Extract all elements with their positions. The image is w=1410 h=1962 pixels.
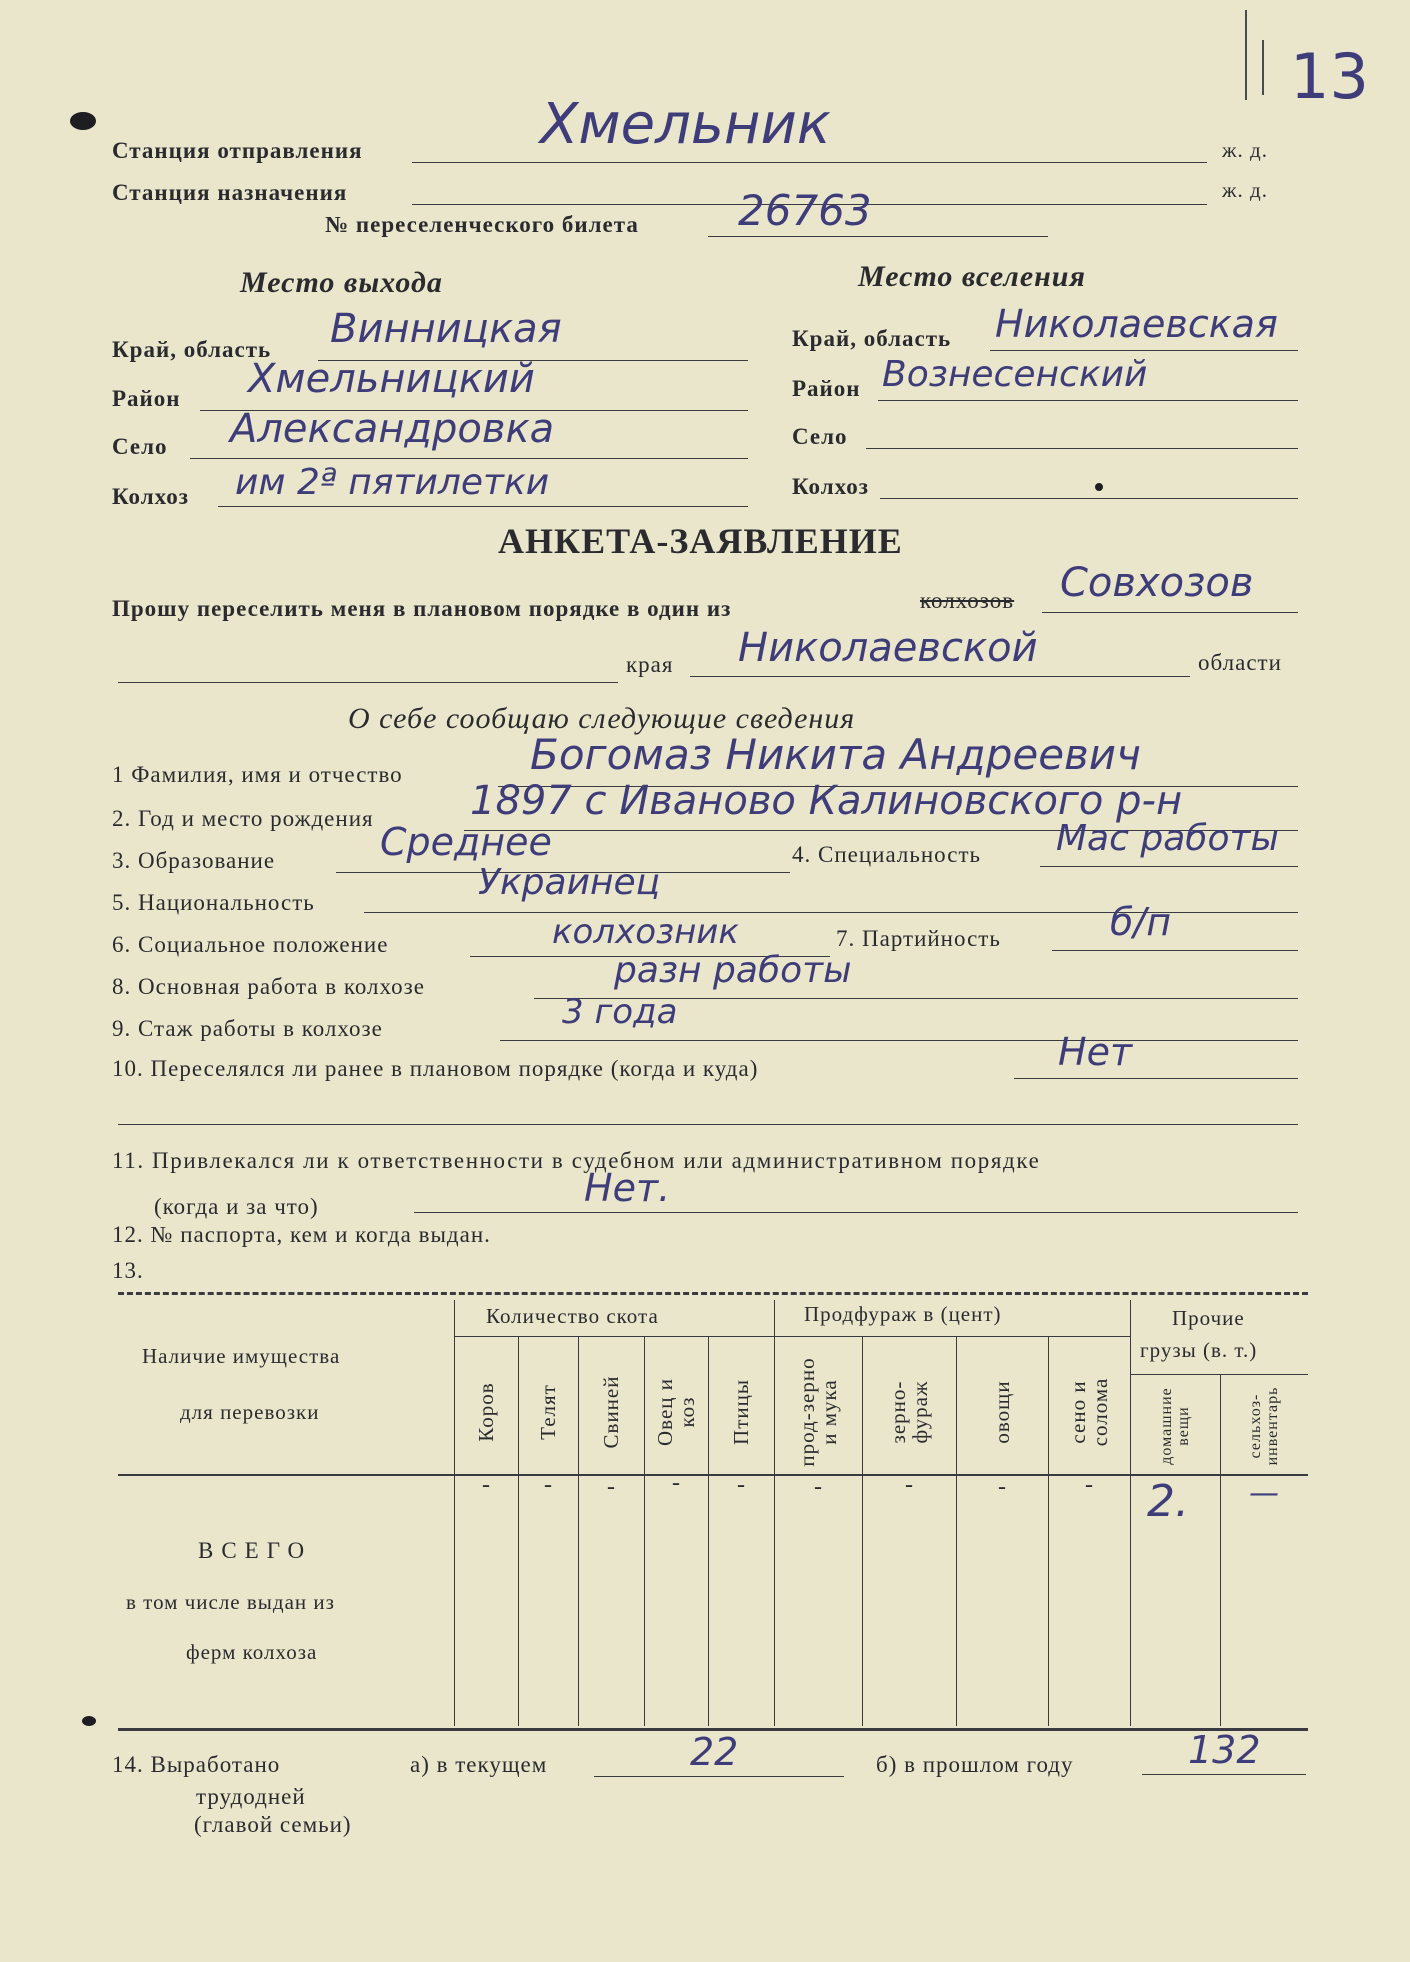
workdays-label-3: (главой семьи) [194,1812,352,1837]
field-7-line [1052,950,1298,951]
table-divider [1220,1374,1221,1726]
destination-kolkhoz-line [880,498,1298,499]
destination-region-label: Край, область [792,326,952,351]
table-group-other-1: Прочие [1172,1306,1245,1330]
request-struck-word: колхозов [920,588,1015,613]
table-divider [454,1300,455,1726]
origin-kolkhoz-label: Колхоз [112,484,189,509]
fodder-group-line [774,1336,1130,1337]
destination-district-line [878,400,1298,401]
farm-label-1: в том числе выдан из [126,1590,335,1614]
col-header-calves: Телят [536,1384,560,1440]
origin-kolkhoz-line [218,506,748,507]
value-pigs: - [607,1474,615,1500]
field-5-label: 5. Национальность [112,890,315,915]
value-poultry: - [737,1472,745,1498]
ink-blot [82,1716,96,1726]
field-11-line [414,1212,1298,1213]
table-group-other-2: грузы (в. т.) [1140,1338,1258,1362]
request-line [1042,612,1298,613]
field-6-value: колхозник [552,912,739,952]
table-divider [578,1336,579,1726]
field-10-label: 10. Переселялся ли ранее в плановом порядке (когда и куда) [112,1056,759,1081]
field-4-label: 4. Специальность [792,842,981,867]
ticket-line [708,236,1048,237]
field-9-line [500,1040,1298,1041]
origin-region-value: Винницкая [330,306,562,352]
value-vegetables: - [998,1474,1006,1500]
origin-district-value: Хмельницкий [248,356,535,402]
destination-station-label: Станция назначения [112,180,348,205]
origin-village-label: Село [112,434,168,459]
krai-label: края [626,652,674,677]
field-11-label: 11. Привлекался ли к ответственности в судебном или административном порядке [112,1148,1041,1173]
destination-district-label: Район [792,376,861,401]
table-row-header-1: Наличие имущества [142,1344,341,1368]
field-9-label: 9. Стаж работы в колхозе [112,1016,383,1041]
oblast-label: области [1198,650,1282,675]
destination-rail-suffix: ж. д. [1222,178,1268,202]
table-divider [1048,1336,1049,1726]
table-divider [708,1336,709,1726]
field-11-value: Нет. [584,1166,671,1210]
table-divider [1130,1300,1131,1726]
origin-district-label: Район [112,386,181,411]
workdays-label-1: 14. Выработано [112,1752,281,1777]
request-handwritten-word: Совхозов [1060,560,1254,606]
workdays-label-2: трудодней [196,1784,306,1809]
value-fodder-grain: - [905,1472,913,1498]
field-13-label: 13. [112,1258,144,1283]
destination-village-label: Село [792,424,848,449]
field-7-label: 7. Партийность [836,926,1001,951]
field-4-line [1040,866,1298,867]
value-calves: - [544,1472,552,1498]
field-8-value: разн работы [614,950,852,991]
ink-blot [70,112,96,130]
table-top-border [118,1292,1308,1295]
field-9-value: 3 года [562,992,678,1032]
workdays-current-line [594,1776,844,1777]
destination-village-line [866,448,1298,449]
col-header-poultry: Птицы [729,1379,753,1445]
field-8-label: 8. Основная работа в колхозе [112,974,425,999]
sheet-number: 13 [1290,40,1369,113]
oblast-line [690,676,1190,677]
value-household: 2. [1147,1476,1189,1527]
workdays-current-label: а) в текущем [410,1752,548,1777]
livestock-group-line [454,1336,774,1337]
workdays-current-value: 22 [690,1730,739,1774]
field-3-value: Среднее [380,820,552,864]
ticket-label: № переселенческого билета [325,212,639,237]
pencil-mark [1245,10,1247,100]
table-header-bottom [118,1474,1308,1476]
col-header-vegetables: овощи [990,1380,1014,1444]
field-3-label: 3. Образование [112,848,276,873]
table-divider [956,1336,957,1726]
departure-rail-suffix: ж. д. [1222,138,1268,162]
table-divider [518,1336,519,1726]
value-sheep-goats: - [672,1470,680,1496]
value-cows: - [482,1472,490,1498]
total-label: ВСЕГО [198,1538,313,1563]
field-10-value: Нет [1058,1030,1133,1074]
krai-line [118,682,618,683]
table-group-fodder: Продфураж в (цент) [804,1302,1002,1326]
field-10-line [1014,1078,1298,1079]
field-10-extra-line [118,1124,1298,1125]
departure-label: Станция отправления [112,138,363,163]
field-5-value: Украинец [478,862,661,903]
oblast-value: Николаевской [738,625,1038,671]
col-header-fodder-grain: зерно-фураж [886,1380,932,1444]
departure-line [412,162,1207,163]
table-group-livestock: Количество скота [486,1304,659,1328]
col-header-hay-straw: сено и солома [1066,1377,1112,1447]
origin-village-line [190,458,748,459]
col-header-cows: Коров [474,1382,498,1442]
ink-blot [1095,483,1103,491]
field-4-value: Мас работы [1056,818,1279,859]
destination-kolkhoz-label: Колхоз [792,474,869,499]
value-farm-tools: — [1249,1476,1279,1511]
field-7-value: б/п [1110,900,1172,944]
about-title: О себе сообщаю следующие сведения [348,702,856,735]
value-food-grain: - [814,1474,822,1500]
workdays-past-value: 132 [1188,1728,1261,1772]
destination-region-value: Николаевская [995,302,1278,346]
destination-title: Место вселения [858,260,1086,293]
departure-value: Хмельник [540,92,831,157]
other-group-line [1130,1374,1308,1375]
col-header-food-grain: прод-зерно и мука [795,1357,841,1467]
col-header-farm-tools: сельхоз-инвентарь [1247,1386,1281,1466]
table-divider [862,1336,863,1726]
field-6-label: 6. Социальное положение [112,932,389,957]
origin-village-value: Александровка [230,406,555,452]
request-text: Прошу переселить меня в плановом порядке в один из [112,596,732,621]
origin-region-label: Край, область [112,337,272,362]
origin-kolkhoz-value: им 2ª пятилетки [235,462,550,503]
field-2-value: 1897 с Иваново Калиновского р-н [470,778,1183,824]
table-row-header-2: для перевозки [180,1400,320,1424]
form-title: АНКЕТА-ЗАЯВЛЕНИЕ [498,521,903,561]
col-header-pigs: Свиней [599,1375,623,1449]
destination-region-line [990,350,1298,351]
value-hay-straw: - [1085,1472,1093,1498]
col-header-sheep-goats: Овец и коз [653,1378,699,1447]
workdays-past-label: б) в прошлом году [876,1752,1074,1777]
col-header-household: домашние вещи [1158,1387,1192,1465]
workdays-past-line [1142,1774,1306,1775]
field-11-label-cont: (когда и за что) [154,1194,319,1219]
ticket-value: 26763 [738,186,872,235]
field-1-label: 1 Фамилия, имя и отчество [112,762,403,787]
destination-district-value: Вознесенский [882,354,1148,395]
field-12-label: 12. № паспорта, кем и когда выдан. [112,1222,491,1247]
pencil-mark [1262,40,1264,95]
field-2-label: 2. Год и место рождения [112,806,374,831]
table-divider [644,1336,645,1726]
farm-label-2: ферм колхоза [186,1640,318,1664]
field-1-value: Богомаз Никита Андреевич [530,730,1141,779]
origin-title: Место выхода [240,266,443,299]
table-divider [774,1300,775,1726]
